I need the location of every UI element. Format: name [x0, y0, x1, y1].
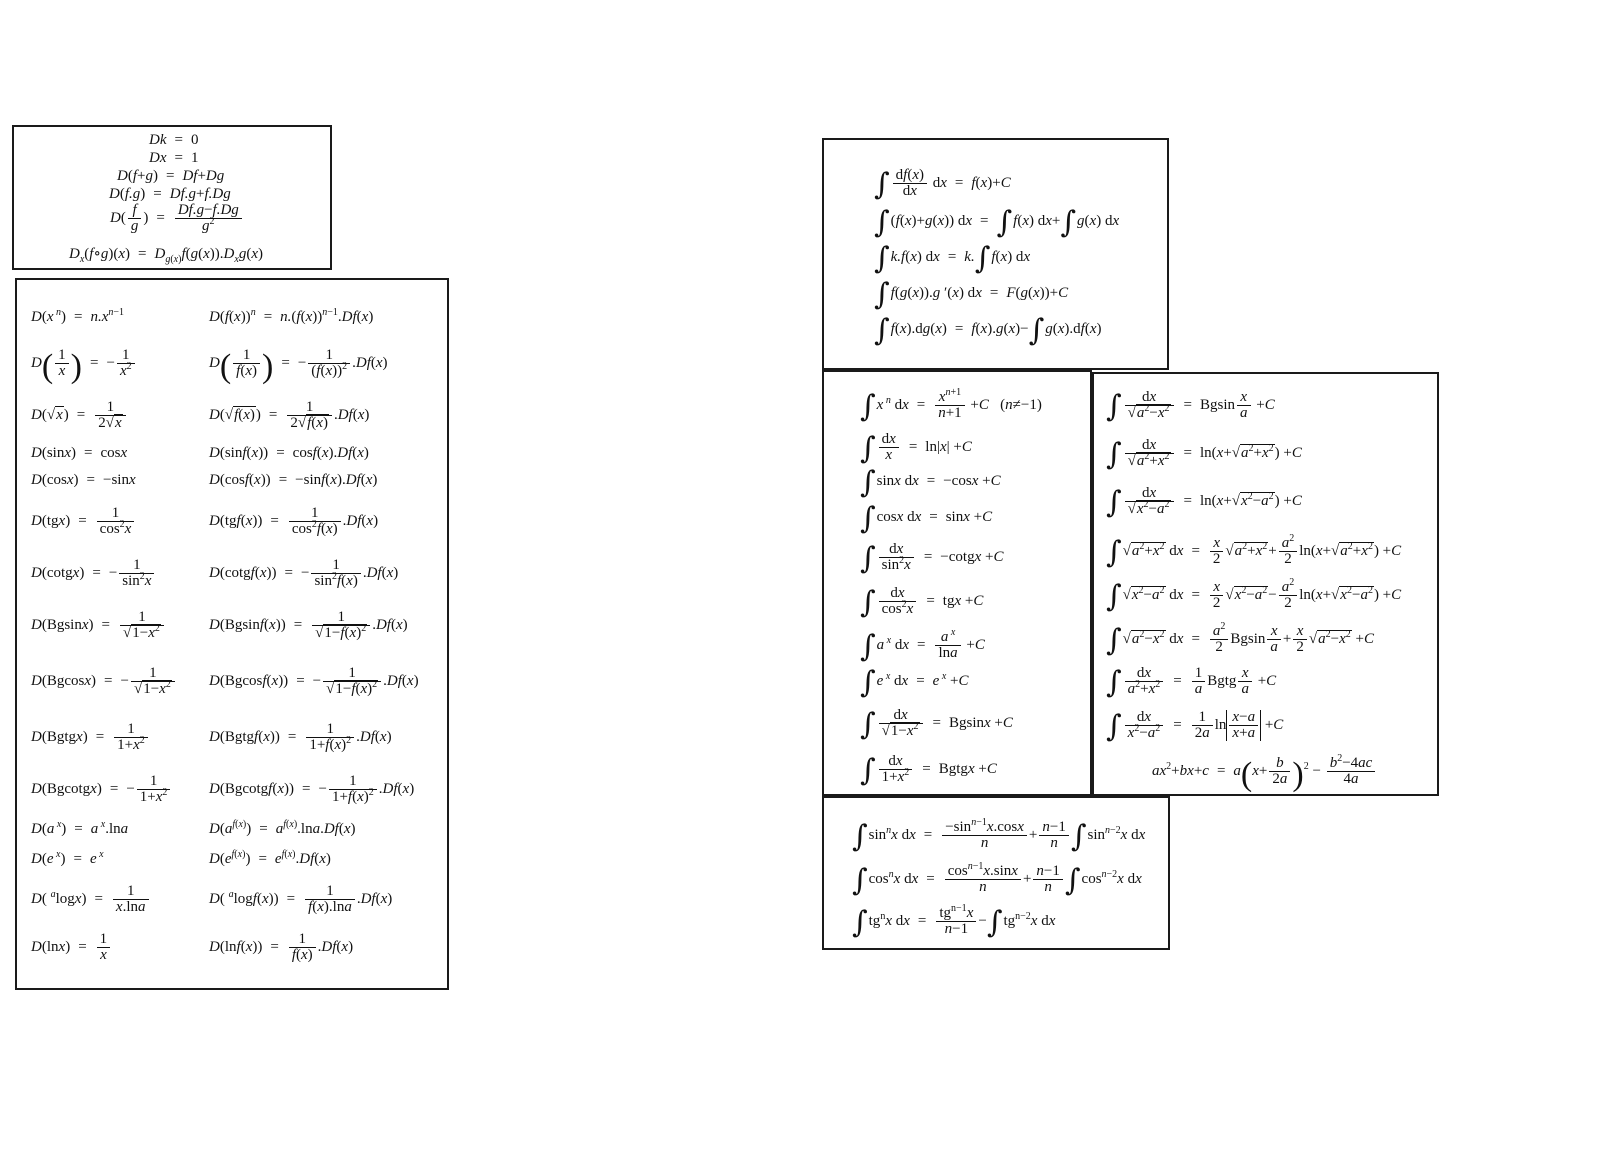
deriv-bgsin-left: D(Bgsinx) = $\frac{1}{√1-x^2}$: [31, 610, 166, 641]
int-sec2: ∫ $\frac{dx}{\cos^2x}$ = tgx +C: [860, 584, 984, 620]
rule-dx: Dx = 1: [149, 150, 199, 166]
deriv-bgcotg-left: D(Bgcotgx) = − $\frac{1}{1+x^2}$: [31, 774, 172, 805]
int-adv-bgtg: ∫ $\frac{dx}{a^2+x^2}$ = $\frac{1}{a}$ Bgtg $\frac{x}{a}$ +C: [1106, 664, 1277, 700]
int-rule-substitution: ∫f(g(x)).g ′(x) dx = F(g(x))+C: [874, 277, 1069, 312]
deriv-cotg-right: D(cotgf(x)) = − $\frac{1}{\sin^2f(x)}$ .Df(x): [209, 557, 399, 589]
integral-rules-box: [822, 138, 1169, 370]
int-rule-constant: ∫k.f(x) dx = k.∫f(x) dx: [874, 241, 1031, 276]
deriv-exp-a-right: $D(a^{f(x)}) = a^{f(x)}.\ln a.Df(x)$: [209, 819, 356, 837]
deriv-sqrt-right: D(√f(x)) = $\frac{1}{2√f(x)}$ .Df(x): [209, 399, 370, 431]
deriv-sqrt-left: D(√x) = $\frac{1}{2√x}$: [31, 400, 128, 431]
int-rule-parts: ∫f(x).dg(x) = f(x).g(x)−∫g(x).df(x): [874, 313, 1102, 348]
int-adv-sqrt-diff: $\int√x^2-a^2$ dx = $\frac{x}{2}$ $√x^2-a^2-$ $\frac{a^2}{2}$ $\ln(x+√x^2-a^2) +C$: [1106, 577, 1402, 614]
reduction-formulas-box: [822, 796, 1170, 950]
deriv-ln-right: D(lnf(x)) = $\frac{1}{f(x)}$ .Df(x): [209, 931, 354, 963]
derivatives-table-box: [15, 278, 449, 990]
rule-sum: D(f+g) = Df+Dg: [117, 168, 225, 184]
deriv-cos-left: D(cosx) = −sinx: [31, 472, 136, 488]
deriv-cos-right: D(cosf(x)) = −sinf(x).Df(x): [209, 472, 378, 488]
deriv-bgtg-right: D(Bgtgf(x)) = $\frac{1}{1+f(x)^2}$ .Df(x): [209, 721, 392, 753]
reduction-cos: $\int\cos^nx$ dx = $\frac{\cos^{n-1}x.\sin x}{n}$ + $\frac{n-1}{n}$ $\int\cos^{n-2}x$ dx: [852, 861, 1142, 898]
basic-integrals-box: [822, 370, 1092, 796]
rule-quotient: D( $\frac{f}{g}$ ) = $\frac{Df.g-f.Dg}{g^2}$: [110, 203, 244, 234]
deriv-log-left: D( $^a$logx) = $\frac{1}{x.\ln a}$: [31, 884, 151, 915]
int-csc2: ∫ $\frac{dx}{\sin^2x}$ = −cotgx +C: [860, 540, 1004, 576]
int-adv-sqrt-sum: $\int√a^2+x^2$ dx = $\frac{x}{2}$ $√a^2+x^2+$ $\frac{a^2}{2}$ $\ln(x+√a^2+x^2) +C$: [1106, 533, 1402, 570]
int-rule-sum: ∫(f(x)+g(x)) dx = ∫f(x) dx+∫g(x) dx: [874, 205, 1120, 240]
deriv-bgcos-right: D(Bgcosf(x)) = − $\frac{1}{√1-f(x)^2}$ .Df(x): [209, 665, 419, 697]
reduction-sin: $\int\sin^nx$ dx = $\frac{-\sin^{n-1}x.\cos x}{n}$ + $\frac{n-1}{n}$ $\int\sin^{n-2}x$ dx: [852, 817, 1146, 854]
deriv-tg-left: D(tgx) = $\frac{1}{\cos^2x}$: [31, 506, 136, 537]
deriv-exp-e-right: $D(e^{f(x)}) = e^{f(x)}.Df(x)$: [209, 849, 331, 867]
int-bgsin: ∫ $\frac{dx}{√1-x^2}$ = Bgsinx +C: [860, 706, 1013, 742]
deriv-bgcotg-right: D(Bgcotgf(x)) = − $\frac{1}{1+f(x)^2}$ .Df(x): [209, 773, 415, 805]
deriv-reciprocal-left: D( $\frac{1}{x}$ ) = − $\frac{1}{x^2}$: [31, 348, 137, 379]
rule-dk: Dk = 0: [149, 132, 199, 148]
int-adv-bgsin: ∫ $\frac{dx}{√a^2-x^2}$ = Bgsin $\frac{x}{a}$ +C: [1106, 388, 1275, 424]
int-sin: ∫sinx dx = −cosx +C: [860, 465, 1001, 500]
int-bgtg: ∫ $\frac{dx}{1+x^2}$ = Bgtgx +C: [860, 752, 997, 788]
deriv-ln-left: D(lnx) = $\frac{1}{x}$: [31, 932, 112, 963]
int-rule-derivative: ∫ $\frac{df(x)}{dx}$ dx = f(x)+C: [874, 166, 1011, 202]
deriv-sin-left: D(sinx) = cosx: [31, 445, 128, 461]
deriv-bgcos-left: D(Bgcosx) = − $\frac{1}{√1-x^2}$: [31, 666, 177, 697]
int-power: ∫x $^n$ dx = $\frac{x^{n+1}}{n+1}$ +C (n≠−1): [860, 387, 1042, 424]
deriv-sin-right: D(sinf(x)) = cosf(x).Df(x): [209, 445, 369, 461]
deriv-cotg-left: D(cotgx) = − $\frac{1}{\sin^2x}$: [31, 558, 156, 589]
deriv-reciprocal-right: D( $\frac{1}{f(x)}$ ) = − $\frac{1}{(f(x))^2}$ .Df(x): [209, 347, 388, 385]
int-adv-sqrt-circle: $\int√a^2-x^2$ dx = $\frac{a^2}{2}$ Bgsin $\frac{x}{a}$ + $\frac{x}{2}$ $√a^2-x^2 +C$: [1106, 621, 1374, 658]
deriv-tg-right: D(tgf(x)) = $\frac{1}{\cos^2f(x)}$ .Df(x): [209, 505, 379, 537]
deriv-power-left: D(x $^n) = n.x^{n-1}$: [31, 307, 125, 325]
int-adv-asinh: ∫ $\frac{dx}{√a^2+x^2}$ = $\ln(x+√a^2+x^2) +C$: [1106, 436, 1302, 472]
deriv-bgtg-left: D(Bgtgx) = $\frac{1}{1+x^2}$: [31, 722, 150, 753]
advanced-integrals-box: [1092, 372, 1439, 796]
int-adv-partial: ∫ $\frac{dx}{x^2-a^2}$ = $\frac{1}{2a}$ ln $\frac{x-a}{x+a}$ +C: [1106, 708, 1284, 744]
int-reciprocal: ∫ $\frac{dx}{x}$ = ln|x| +C: [860, 430, 972, 466]
reduction-tg: $\int tg^nx$ dx = $\frac{tg^{n-1}x}{n-1}$ $-\int tg^{n-2}x$ dx: [852, 903, 1056, 940]
deriv-exp-a-left: D(a $^x$) = a $^x$.lna: [31, 819, 129, 837]
rule-product: D(f.g) = Df.g+f.Dg: [109, 186, 231, 202]
deriv-log-right: D( $^a$logf(x)) = $\frac{1}{f(x).\ln a}$ .Df(x): [209, 883, 393, 915]
deriv-power-right: $D(f(x))^n = n.(f(x))^{n-1}.Df(x)$: [209, 307, 374, 325]
rule-chain: $D_x(f\circ g)(x) = D_{g(x)}f(g(x)).D_xg(x)$: [69, 246, 264, 265]
basic-rules-box: [12, 125, 332, 270]
int-adv-acosh: ∫ $\frac{dx}{√x^2-a^2}$ = $\ln(x+√x^2-a^2) +C$: [1106, 484, 1302, 520]
int-cos: ∫cosx dx = sinx +C: [860, 501, 993, 536]
int-exp-a: ∫a $^x$ dx = $\frac{a ^x}{\ln a}$ +C: [860, 627, 985, 664]
int-exp-e: ∫e $^x$ dx = e $^x$ +C: [860, 665, 969, 700]
deriv-bgsin-right: D(Bgsinf(x)) = $\frac{1}{√1-f(x)^2}$ .Df(x): [209, 609, 408, 641]
completing-square: $ax^2+bx+c = a(x+$ $\frac{b}{2a}$ )$^2$ − $\frac{b^2-4ac}{4a}$: [1152, 756, 1377, 787]
deriv-exp-e-left: D(e $^x$) = e $^x$: [31, 849, 104, 867]
